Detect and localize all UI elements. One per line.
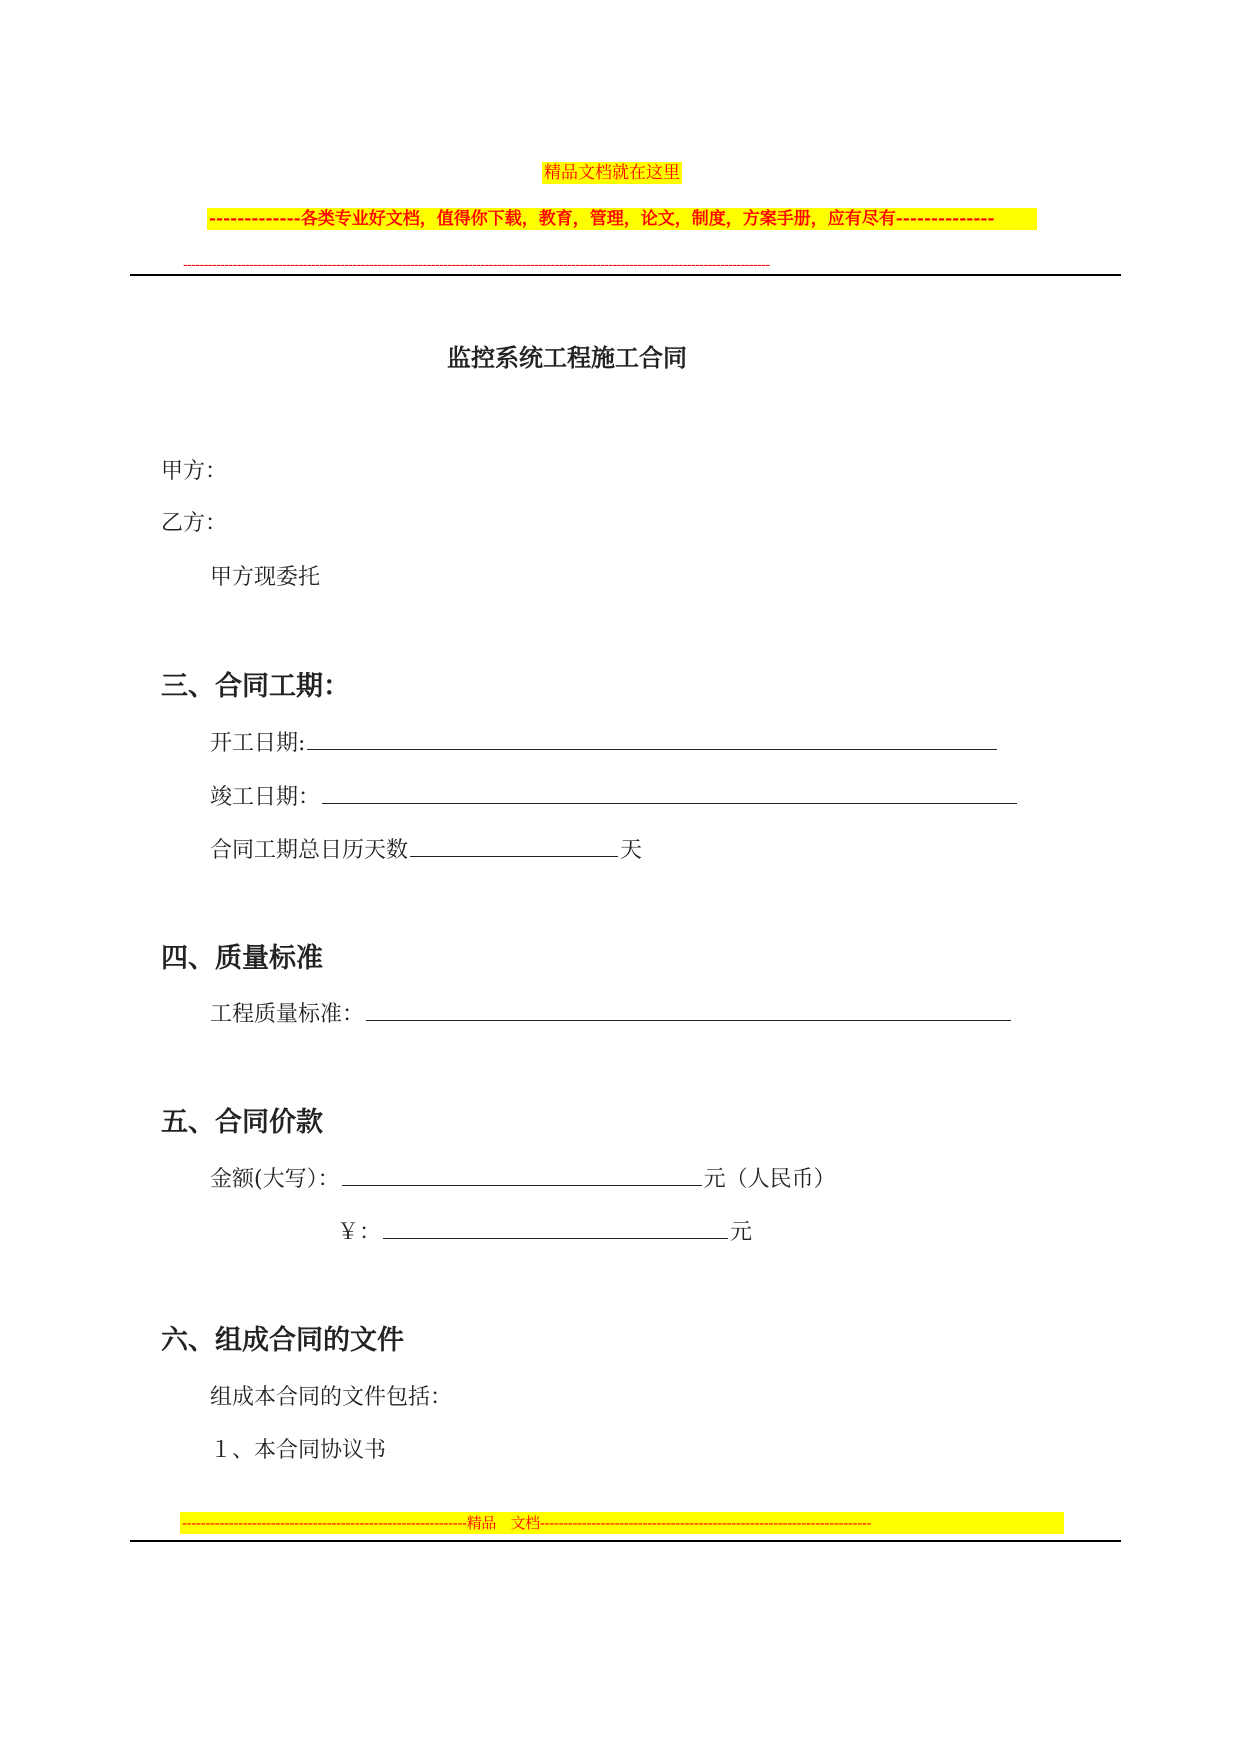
party-a-label: 甲方： [161, 459, 228, 484]
section-4-heading: 四、质量标准 [161, 943, 323, 974]
header-banner-tagline: -------------各类专业好文档，值得你下载，教育，管理，论文，制度，方案手册，应有尽有-------------- [207, 208, 1037, 230]
footer-rule [130, 1540, 1121, 1542]
duration-label: 合同工期总日历天数 [210, 838, 409, 863]
amount-row [210, 1165, 836, 1194]
start-date-label: 开工日期: [210, 731, 306, 756]
document-title: 监控系统工程施工合同 [447, 344, 687, 372]
amount-blank [342, 1165, 702, 1186]
amount-unit: 元（人民币） [703, 1167, 836, 1192]
end-date-label: 竣工日期： [210, 785, 321, 810]
yen-row [337, 1218, 752, 1247]
duration-blank [410, 836, 618, 857]
footer-banner: -------------------------------------------------------------精品 文档----------------------------------------------------------------------- [180, 1512, 1064, 1534]
documents-item-1: １、本合同协议书 [210, 1438, 387, 1463]
header-banner-title: 精品文档就在这里 [544, 163, 680, 183]
end-date-blank [322, 783, 1017, 804]
duration-unit: 天 [620, 838, 643, 863]
section-6-heading: 六、组成合同的文件 [161, 1325, 404, 1356]
quality-label: 工程质量标准： [210, 1002, 365, 1027]
intro-text: 甲方现委托 [210, 565, 321, 590]
start-date-blank [307, 729, 997, 750]
yen-unit: 元 [730, 1220, 753, 1245]
amount-label: 金额(大写）： [210, 1167, 340, 1192]
start-date-row [210, 729, 999, 758]
header-rule [130, 274, 1121, 276]
quality-row [210, 1000, 1013, 1029]
yen-label: ￥： [337, 1220, 382, 1245]
header-dash-line: ---------------------------------------------------------------------------------------------------------------------------------------------- [183, 257, 770, 273]
end-date-row [210, 783, 1019, 812]
yen-blank [383, 1218, 728, 1239]
duration-row [210, 836, 642, 865]
quality-blank [366, 1000, 1011, 1021]
section-3-heading: 三、合同工期： [161, 671, 350, 702]
section-5-heading: 五、合同价款 [161, 1107, 323, 1138]
documents-intro: 组成本合同的文件包括： [210, 1385, 453, 1410]
party-b-label: 乙方： [161, 511, 228, 536]
